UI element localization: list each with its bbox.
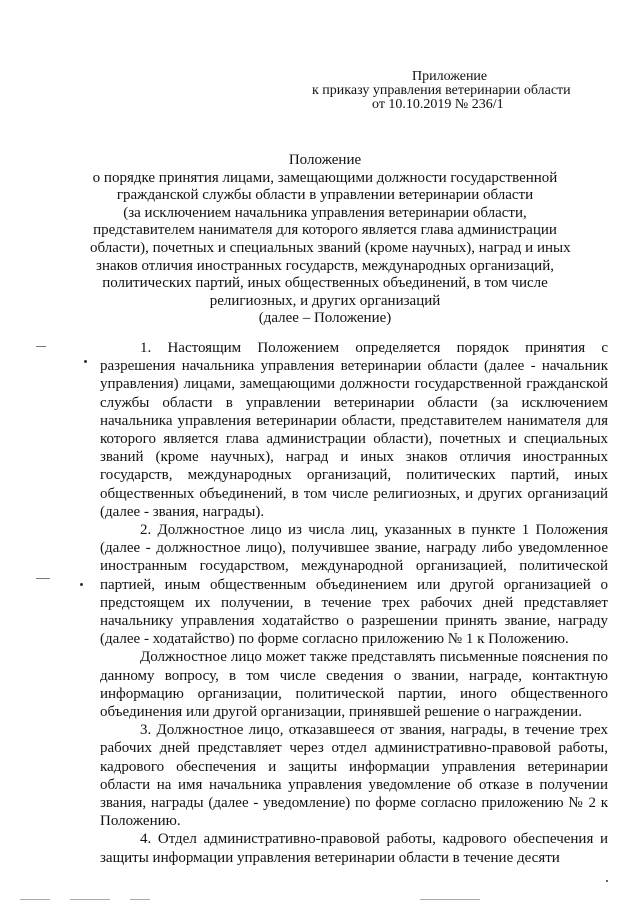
paragraph-2-continued: Должностное лицо может также представлять письменные пояснения по данному вопросу, в том числе сведения о звании, награде, контактную информацию организации, политической партии, иного общественного объединения или другой организации, принявшей решение о награждении.: [100, 649, 608, 721]
title-line: гражданской службы области в управлении ветеринарии области: [116, 187, 534, 204]
paragraph-4: 4. Отдел административно-правовой работы, кадрового обеспечения и защиты информации управления ветеринарии области в течение десяти: [100, 831, 608, 866]
scan-margin-dot: [84, 360, 87, 363]
appendix-order-ref: к приказу управления ветеринарии области: [312, 83, 571, 98]
scan-bottom-edge: [0, 894, 640, 904]
title-line: о порядке принятия лицами, замещающими должности государственной: [92, 169, 558, 186]
title-line: политических партий, иных общественных объединений, в том числе: [102, 275, 548, 292]
title-line: (далее – Положение): [258, 310, 392, 327]
paragraph-2: 2. Должностное лицо из числа лиц, указанных в пункте 1 Положения (далее - должностное лицо), получившее звание, награду либо уведомленное иностранным государством, международной организацией, политической партией, иным общественным объединением или другой организацией о предстоящем их получении, в течение трех рабочих дней представляет начальнику управления ходатайство о разрешении принять звание, награду (далее - ходатайство) по форме согласно приложению № 1 к Положению.: [100, 522, 608, 648]
title-line: (за исключением начальника управления ветеринарии области,: [123, 204, 527, 221]
appendix-header: [300, 70, 600, 112]
title-heading: Положение: [288, 152, 362, 168]
scan-margin-mark: [36, 346, 46, 347]
appendix-order-date: от 10.10.2019 № 236/1: [372, 97, 504, 112]
title-line: религиозных, и других организаций: [209, 292, 441, 309]
title-line: знаков отличия иностранных государств, международных организаций,: [96, 257, 554, 274]
paragraph-1: 1. Настоящим Положением определяется порядок принятия с разрешения начальника управления ветеринарии области (далее - начальник управления) лицами, замещающими должности государственной гражданской службы области в управлении ветеринарии области (за исключением начальника управления ветеринарии области, представителем нанимателя для которого является глава администрации области), почетных и специальных званий (кроме научных), наград и иных знаков отличия иностранных государств, международных организаций, политических партий, иных общественных объединений, в том числе религиозных, и других организаций (далее - звания, награды).: [100, 340, 608, 520]
scan-margin-dot: [80, 583, 83, 586]
appendix-label: Приложение: [412, 69, 488, 84]
title-line: области), почетных и специальных званий (кроме научных), наград и иных: [90, 239, 571, 256]
document-body: [100, 339, 608, 867]
scan-margin-mark: [36, 578, 50, 579]
title-line: представителем нанимателя для которого является глава администрации: [93, 222, 557, 239]
scan-margin-dot: [606, 880, 608, 882]
paragraph-3: 3. Должностное лицо, отказавшееся от звания, награды, в течение трех рабочих дней представляет через отдел административно-правовой работы, кадрового обеспечения и защиты информации управления ветеринарии области на имя начальника управления уведомление об отказе в получении звания, награды (далее - уведомление) по форме согласно приложению № 2 к Положению.: [100, 722, 608, 830]
document-title: [90, 152, 571, 328]
